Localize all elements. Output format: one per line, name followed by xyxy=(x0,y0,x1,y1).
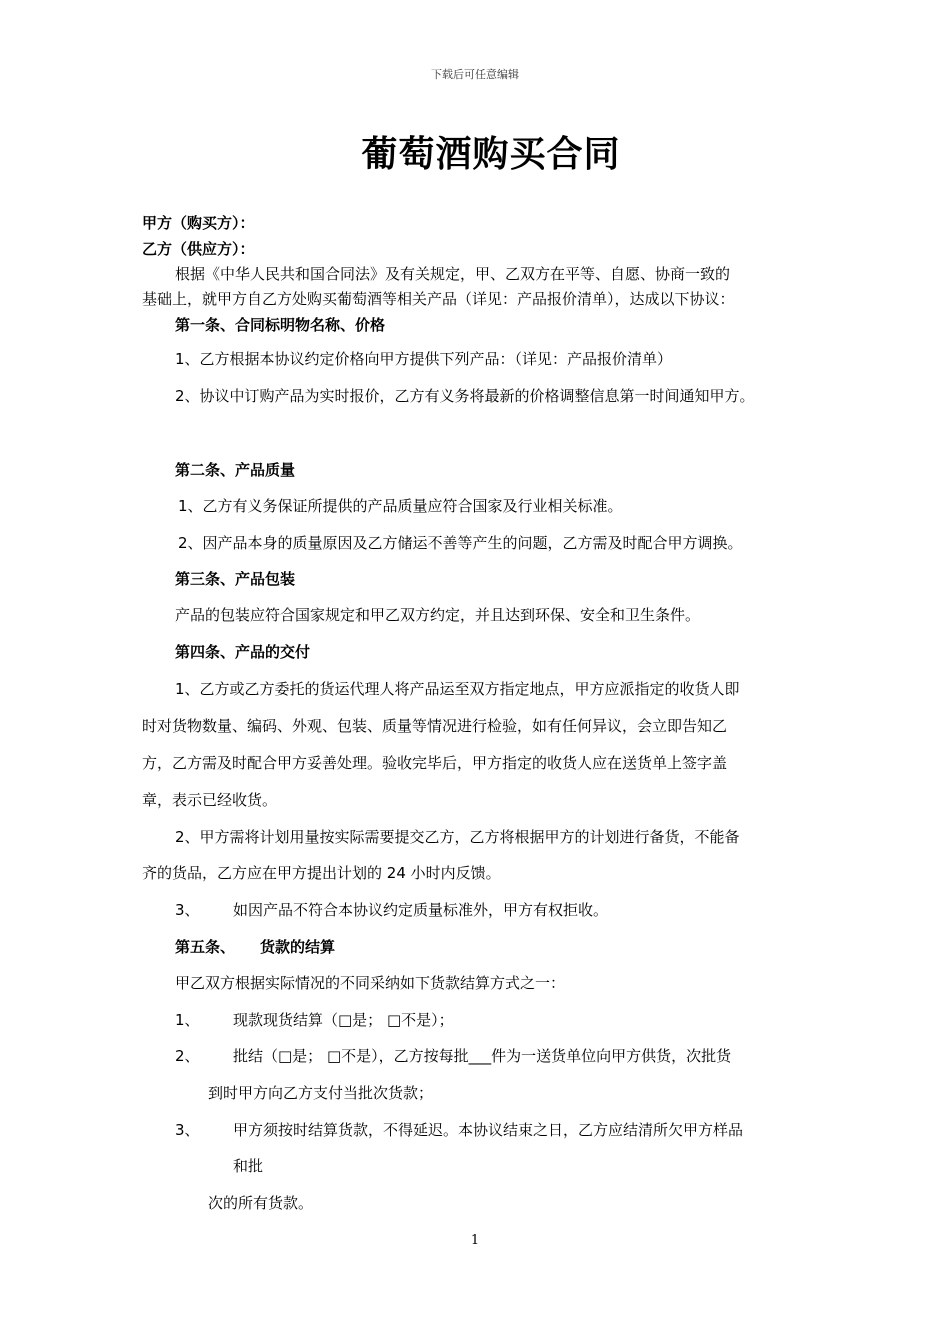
article-4-clause-2-line-2: 齐的货品，乙方应在甲方提出计划的 24 小时内反馈。 xyxy=(142,864,501,882)
article-2-clause-2: 2、因产品本身的质量原因及乙方储运不善等产生的问题，乙方需及时配合甲方调换。 xyxy=(178,534,743,552)
article-5-item-2-number: 2、 xyxy=(175,1047,200,1065)
article-1-clause-2: 2、协议中订购产品为实时报价，乙方有义务将最新的价格调整信息第一时间通知甲方。 xyxy=(175,387,755,405)
article-4-clause-3-text: 如因产品不符合本协议约定质量标准外，甲方有权拒收。 xyxy=(233,901,609,919)
article-3-clause: 产品的包装应符合国家规定和甲乙双方约定，并且达到环保、安全和卫生条件。 xyxy=(175,606,701,624)
article-1-heading: 第一条、合同标明物名称、价格 xyxy=(175,316,386,334)
article-5-item-3-continuation-2: 次的所有货款。 xyxy=(208,1194,314,1212)
article-4-clause-1-line-4: 章，表示已经收货。 xyxy=(142,791,278,809)
article-4-clause-3-number: 3、 xyxy=(175,901,200,919)
page-header-note: 下载后可任意编辑 xyxy=(431,68,519,81)
article-5-item-1-number: 1、 xyxy=(175,1011,200,1029)
article-4-clause-1-line-3: 方，乙方需及时配合甲方妥善处理。验收完毕后，甲方指定的收货人应在送货单上签字盖 xyxy=(142,754,728,772)
intro-line-1: 根据《中华人民共和国合同法》及有关规定，甲、乙双方在平等、自愿、协商一致的 xyxy=(175,265,731,283)
page-number: 1 xyxy=(470,1233,480,1248)
article-4-clause-2-line-1: 2、甲方需将计划用量按实际需要提交乙方，乙方将根据甲方的计划进行备货，不能备 xyxy=(175,828,740,846)
article-5-heading-number: 第五条、 xyxy=(175,938,236,956)
party-b-label: 乙方（供应方）： xyxy=(142,240,255,258)
article-5-item-3-continuation-1: 和批 xyxy=(233,1157,264,1175)
intro-line-2: 基础上，就甲方自乙方处购买葡萄酒等相关产品（详见：产品报价清单），达成以下协议： xyxy=(142,290,735,308)
document-title: 葡萄酒购买合同 xyxy=(361,134,621,175)
article-1-clause-1: 1、乙方根据本协议约定价格向甲方提供下列产品：（详见：产品报价清单） xyxy=(175,350,673,368)
article-3-heading: 第三条、产品包装 xyxy=(175,570,296,588)
article-5-intro: 甲乙双方根据实际情况的不同采纳如下货款结算方式之一： xyxy=(175,974,566,992)
article-5-item-3-text: 甲方须按时结算货款，不得延迟。本协议结束之日，乙方应结清所欠甲方样品 xyxy=(233,1121,744,1139)
party-a-label: 甲方（购买方）： xyxy=(142,214,255,232)
article-5-item-1-text: 现款现货结算（□是； □不是）； xyxy=(233,1011,454,1029)
article-4-clause-1-line-1: 1、乙方或乙方委托的货运代理人将产品运至双方指定地点，甲方应派指定的收货人即 xyxy=(175,680,740,698)
article-2-heading: 第二条、产品质量 xyxy=(175,461,296,479)
article-4-heading: 第四条、产品的交付 xyxy=(175,643,311,661)
article-4-clause-1-line-2: 时对货物数量、编码、外观、包装、质量等情况进行检验，如有任何异议，会立即告知乙 xyxy=(142,717,728,735)
article-5-item-2-continuation: 到时甲方向乙方支付当批次货款； xyxy=(208,1084,434,1102)
article-5-item-2-text: 批结（□是； □不是），乙方按每批___件为一送货单位向甲方供货，次批货 xyxy=(233,1047,732,1065)
article-2-clause-1: 1、乙方有义务保证所提供的产品质量应符合国家及行业相关标准。 xyxy=(178,497,623,515)
article-5-heading-title: 货款的结算 xyxy=(260,938,336,956)
article-5-item-3-number: 3、 xyxy=(175,1121,200,1139)
